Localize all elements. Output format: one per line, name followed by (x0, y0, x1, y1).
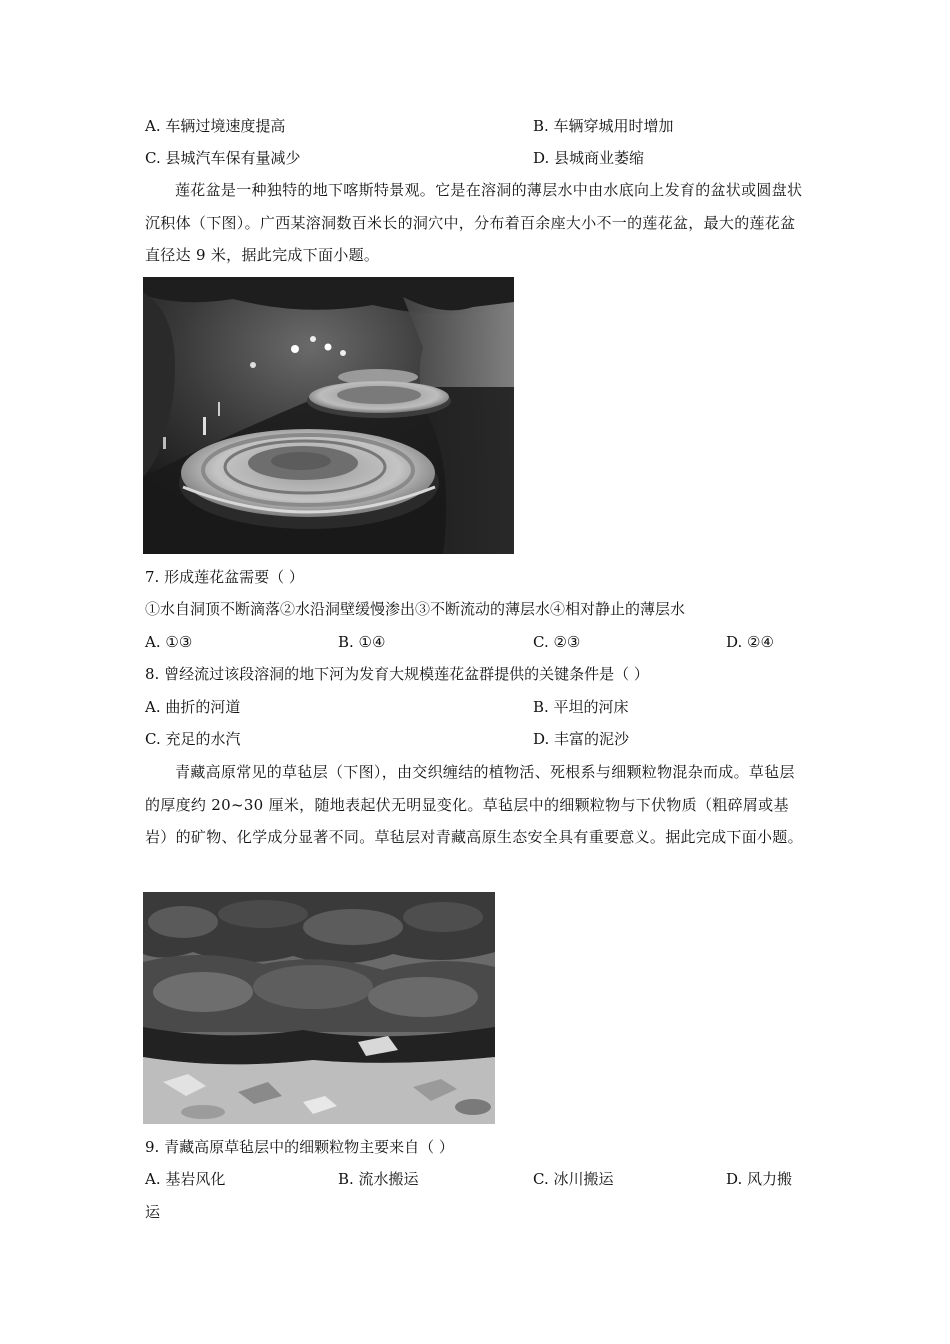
q7-option-b: B. ①④ (338, 633, 386, 651)
q8-option-d: D. 丰富的泥沙 (533, 730, 630, 748)
q9-option-d-wrap: 运 (145, 1203, 161, 1221)
q7-stem: 7. 形成莲花盆需要（ ） (145, 568, 304, 586)
q7-option-d: D. ②④ (726, 633, 774, 651)
q6-option-a: A. 车辆过境速度提高 (145, 117, 286, 135)
q6-option-b: B. 车辆穿城用时增加 (533, 117, 674, 135)
q8-option-a: A. 曲折的河道 (145, 698, 241, 716)
q9-option-c: C. 冰川搬运 (533, 1170, 614, 1188)
q9-stem: 9. 青藏高原草毡层中的细颗粒物主要来自（ ） (145, 1138, 454, 1156)
lotus-basin-cave-photo (143, 277, 514, 554)
q7-statements: ①水自洞顶不断滴落②水沿洞壁缓慢渗出③不断流动的薄层水④相对静止的薄层水 (145, 600, 686, 618)
q6-option-c: C. 县城汽车保有量减少 (145, 149, 301, 167)
q7-option-c: C. ②③ (533, 633, 581, 651)
q6-option-d: D. 县城商业萎缩 (533, 149, 645, 167)
q9-option-a: A. 基岩风化 (145, 1170, 226, 1188)
q9-option-b: B. 流水搬运 (338, 1170, 419, 1188)
q7-option-a: A. ①③ (145, 633, 193, 651)
passage-grass-mat: 青藏高原常见的草毡层（下图），由交织缠结的植物活、死根系与细颗粒物混杂而成。草毡层的厚度约 20~30 厘米，随地表起伏无明显变化。草毡层中的细颗粒物与下伏物质（粗碎屑或基岩）的矿物、化学成分显著不同。草毡层对青藏高原生态安全具有重要意义。据此完成下面小题。 (145, 763, 803, 846)
q9-option-d: D. 风力搬 (726, 1170, 793, 1188)
q8-option-b: B. 平坦的河床 (533, 698, 629, 716)
grass-mat-layer-photo (143, 892, 495, 1124)
q8-option-c: C. 充足的水汽 (145, 730, 241, 748)
passage-lotus-basin: 莲花盆是一种独特的地下喀斯特景观。它是在溶洞的薄层水中由水底向上发育的盆状或圆盘状沉积体（下图）。广西某溶洞数百米长的洞穴中，分布着百余座大小不一的莲花盆，最大的莲花盆直径达 9 米，据此完成下面小题。 (145, 181, 803, 264)
q8-stem: 8. 曾经流过该段溶洞的地下河为发育大规模莲花盆群提供的关键条件是（ ） (145, 665, 649, 683)
